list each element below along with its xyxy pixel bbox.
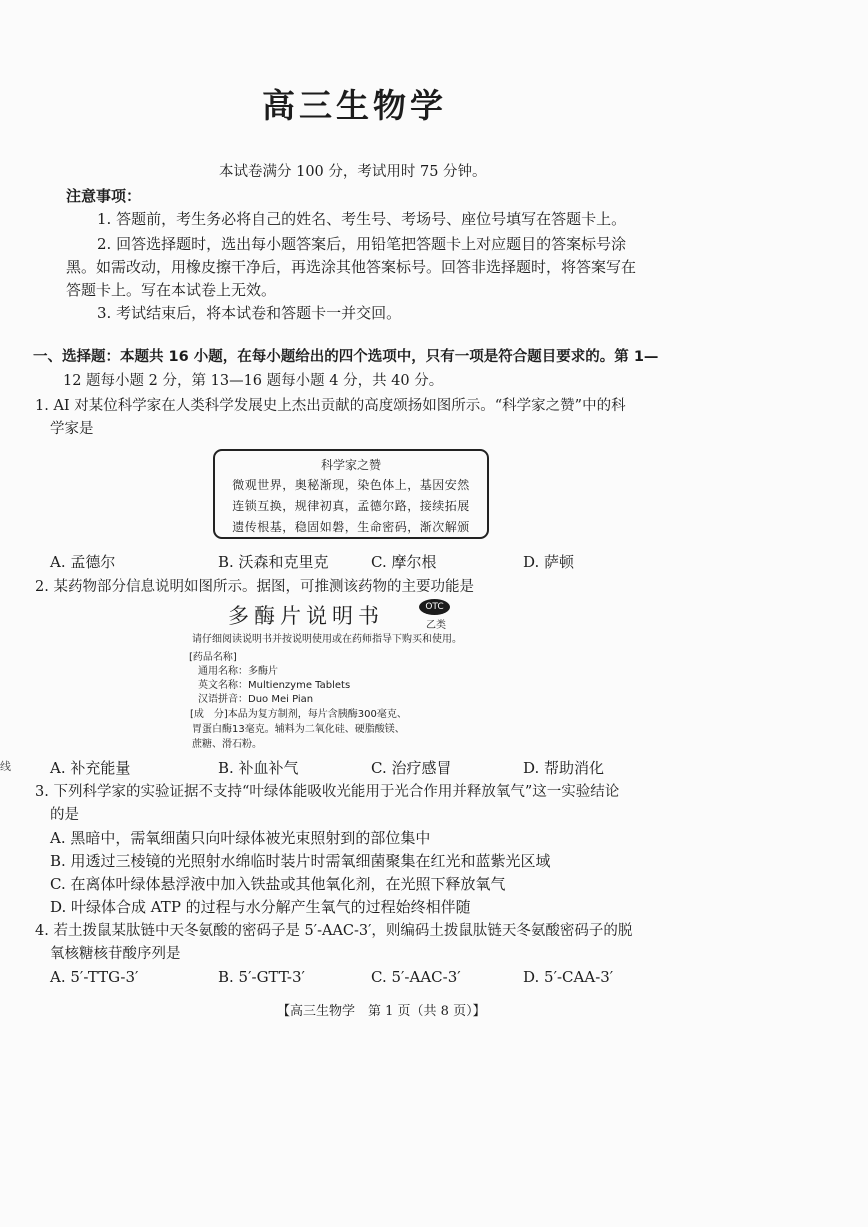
notice-item-3: 3. 考试结束后，将本试卷和答题卡一并交回。 <box>97 304 402 322</box>
question-4-stem-line1: 4. 若土拨鼠某肽链中天冬氨酸的密码子是 5′-AAC-3′，则编码土拨鼠肽链天冬氨酸密码子的脱 <box>35 923 633 939</box>
question-2-option-a: A. 补充能量 <box>50 759 131 777</box>
question-4-option-c: C. 5′-AAC-3′ <box>371 968 461 986</box>
praise-line-1: 微观世界，奥秘渐现，染色体上，基因安然 <box>232 478 470 492</box>
question-2-option-d: D. 帮助消化 <box>523 759 605 777</box>
question-3-option-c: C. 在离体叶绿体悬浮液中加入铁盐或其他氧化剂，在光照下释放氧气 <box>50 875 506 893</box>
question-1-stem-line1: 1. AI 对某位科学家在人类科学发展史上杰出贡献的高度颂扬如图所示。“科学家之赞”中的科 <box>35 398 626 414</box>
manual-generic-name: 通用名称：多酶片 <box>198 666 278 677</box>
scientist-praise-box <box>213 449 489 539</box>
question-4-option-b: B. 5′-GTT-3′ <box>218 968 305 986</box>
question-1-option-c: C. 摩尔根 <box>371 553 437 571</box>
notice-item-2-line3: 答题卡上。写在本试卷上无效。 <box>66 281 277 299</box>
exam-info: 本试卷满分 100 分，考试用时 75 分钟。 <box>219 164 487 180</box>
manual-ingredients-line1: [成 分]本品为复方制剂，每片含胰酶300毫克、 <box>190 709 407 720</box>
praise-line-2: 连锁互换，规律初真，孟德尔路，接续拓展 <box>232 499 470 513</box>
manual-title: 多酶片说明书 <box>228 604 384 628</box>
praise-line-3: 遗传根基，稳固如磐，生命密码，渐次解颁 <box>232 520 470 534</box>
binding-edge-mark: 线 <box>0 760 11 773</box>
question-2-option-b: B. 补血补气 <box>218 759 299 777</box>
question-2-stem: 2. 某药物部分信息说明如图所示。据图，可推测该药物的主要功能是 <box>35 579 474 595</box>
otc-badge: OTC <box>419 599 450 615</box>
manual-english-name: 英文名称：Multienzyme Tablets <box>198 680 351 691</box>
otc-class-label: 乙类 <box>426 620 446 631</box>
page-title: 高三生物学 <box>262 86 447 125</box>
question-3-option-b: B. 用透过三棱镜的光照射水绵临时装片时需氧细菌聚集在红光和蓝紫光区域 <box>50 852 551 870</box>
manual-pinyin-name: 汉语拼音：Duo Mei Pian <box>198 694 314 705</box>
question-4-stem-line2: 氧核糖核苷酸序列是 <box>50 946 181 962</box>
question-3-stem-line1: 3. 下列科学家的实验证据不支持“叶绿体能吸收光能用于光合作用并释放氧气”这一实验结论 <box>35 784 620 800</box>
notice-heading: 注意事项： <box>66 187 142 205</box>
question-3-option-d: D. 叶绿体合成 ATP 的过程与水分解产生氧气的过程始终相伴随 <box>50 898 471 916</box>
question-1-option-b: B. 沃森和克里克 <box>218 553 329 571</box>
question-1-stem-line2: 学家是 <box>50 421 94 437</box>
question-4-option-d: D. 5′-CAA-3′ <box>523 968 614 986</box>
notice-item-2-line2: 黑。如需改动，用橡皮擦干净后，再选涂其他答案标号。回答非选择题时，将答案写在 <box>66 258 637 276</box>
manual-ingredients-line3: 蔗糖、滑石粉。 <box>192 739 262 750</box>
notice-item-2-line1: 2. 回答选择题时，选出每小题答案后，用铅笔把答题卡上对应题目的答案标号涂 <box>97 235 627 253</box>
praise-box-title: 科学家之赞 <box>320 458 381 472</box>
section-1-heading-line2: 12 题每小题 2 分，第 13—16 题每小题 4 分，共 40 分。 <box>63 373 444 389</box>
manual-ingredients-line2: 胃蛋白酶13毫克。辅料为二氧化硅、硬脂酸镁、 <box>192 724 405 735</box>
manual-drug-name-heading: [药品名称] <box>189 652 237 663</box>
page-footer: 【高三生物学 第 1 页（共 8 页）】 <box>277 1004 486 1019</box>
question-1-option-a: A. 孟德尔 <box>50 553 116 571</box>
section-1-heading-line1: 一、选择题：本题共 16 小题，在每小题给出的四个选项中，只有一项是符合题目要求的。第 1— <box>33 349 659 365</box>
notice-item-1: 1. 答题前，考生务必将自己的姓名、考生号、考场号、座位号填写在答题卡上。 <box>97 210 627 228</box>
question-1-option-d: D. 萨顿 <box>523 553 575 571</box>
question-2-option-c: C. 治疗感冒 <box>371 759 452 777</box>
question-3-option-a: A. 黑暗中，需氧细菌只向叶绿体被光束照射到的部位集中 <box>50 829 431 847</box>
question-3-stem-line2: 的是 <box>50 807 79 823</box>
question-4-option-a: A. 5′-TTG-3′ <box>50 968 139 986</box>
manual-instruction: 请仔细阅读说明书并按说明使用或在药师指导下购买和使用。 <box>192 634 462 645</box>
